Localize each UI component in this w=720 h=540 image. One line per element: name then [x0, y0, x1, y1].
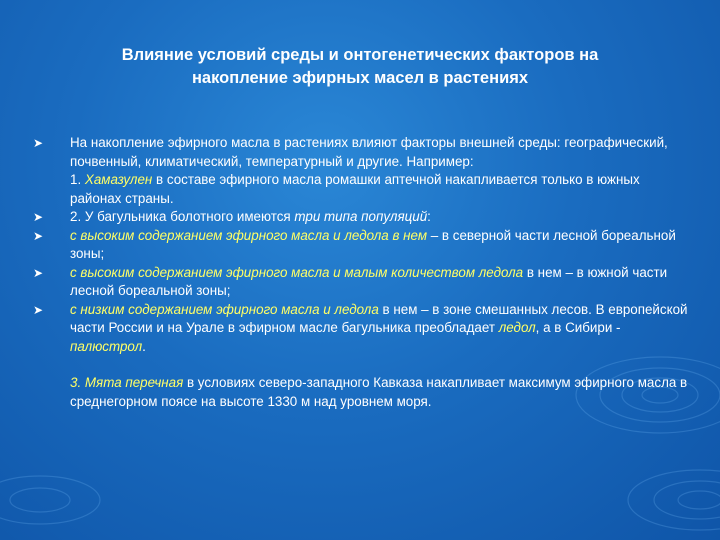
highlight-term: 3. Мята перечная	[70, 375, 184, 390]
bullet-text-end: .	[142, 338, 146, 354]
highlight-term: с низким содержанием эфирного масла и ледола	[70, 301, 379, 317]
highlight-term-palustrol: палюстрол	[70, 338, 143, 354]
bullet-text: – в северной части лесной бореальной зоны;	[70, 227, 676, 261]
highlight-term: Хамазулен	[84, 172, 153, 187]
italic-term: три типа популяций	[294, 209, 428, 224]
arrow-bullet-icon: ➤	[33, 228, 44, 243]
slide-body	[33, 134, 690, 411]
slide-title	[40, 44, 680, 90]
example-text: в составе эфирного масла ромашки аптечной накапливается только в южных районах страны.	[70, 172, 640, 206]
bullet-item-ledum-populations	[33, 208, 690, 227]
example-number: 1.	[70, 172, 85, 187]
paragraph-peppermint	[70, 374, 690, 411]
bullet-text: в нем – в зоне смешанных лесов. В европейской части России и на Урале в эфирном масле багульника преобладает	[70, 301, 688, 335]
bullet-text-middle: , а в Сибири -	[535, 320, 621, 335]
arrow-bullet-icon: ➤	[33, 265, 44, 280]
highlight-term-ledol: ледол	[498, 320, 536, 335]
highlight-term: с высоким содержанием эфирного масла и ледола в нем	[70, 227, 428, 243]
bullet-item-north-zone	[33, 227, 690, 264]
slide-title-line-1: Влияние условий среды и онтогенетических факторов на	[121, 46, 599, 64]
paragraph-text: в условиях северо-западного Кавказа накапливает максимум эфирного масла в среднегорном поясе на высоте 1330 м над уровнем моря.	[70, 375, 688, 409]
bullet-item-south-zone	[33, 264, 690, 301]
arrow-bullet-icon: ➤	[33, 302, 44, 317]
highlight-term: с высоким содержанием эфирного масла и малым количеством ледола	[70, 264, 524, 280]
bullet-text: в нем – в южной части лесной бореальной зоны;	[70, 264, 668, 298]
slide-title-line-2: накопление эфирных масел в растениях	[191, 69, 529, 87]
bullet-text: 2. У багульника болотного имеются	[70, 209, 295, 224]
arrow-bullet-icon: ➤	[33, 136, 44, 150]
bullet-text-end: :	[427, 209, 431, 224]
bullet-item-environment-factors	[33, 134, 690, 208]
bullet-item-mixed-forests	[33, 301, 690, 357]
arrow-bullet-icon: ➤	[33, 210, 44, 224]
bullet-text: На накопление эфирного масла в растениях влияют факторы внешней среды: географический, почвенный, климатический, температурный и другие. Например:	[70, 135, 668, 169]
